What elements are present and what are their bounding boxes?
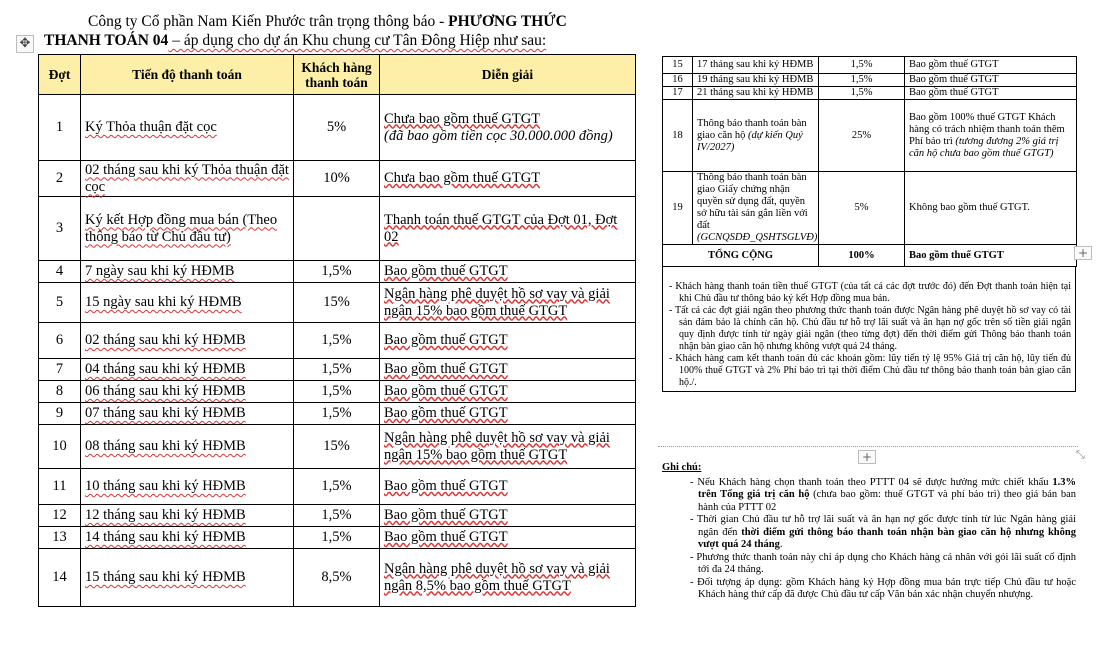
row-pct: 1,5% — [294, 469, 380, 505]
table-row — [663, 172, 1077, 245]
row-tien-do: Ký kết Hợp đồng mua bán (Theo thông báo từ Chủ đầu tư) — [81, 197, 294, 261]
row-dien-giai — [380, 469, 636, 505]
dien-giai-text: Bao gồm thuế GTGT — [384, 263, 508, 279]
row-dot: 3 — [39, 197, 81, 261]
ghi-chu-bold: thời điểm gửi thông báo thanh toán nhận bàn giao căn hộ nhưng không vượt quá 24 tháng — [698, 526, 1076, 550]
dien-giai-note: (tương đương 2% giá trị căn hộ chưa bao gồm thuế GTGT) — [909, 135, 1059, 159]
ghi-chu-item: - Phương thức thanh toán này chỉ áp dụng cho Khách hàng cá nhân với gói lãi suất cố định tới đa 24 tháng. — [690, 551, 1077, 575]
frame-divider — [658, 446, 1078, 447]
row-dot: 19 — [663, 172, 693, 245]
row-dien-giai — [380, 261, 636, 283]
row-pct: 1,5% — [294, 323, 380, 359]
row-pct: 15% — [294, 425, 380, 469]
dien-giai-text: Bao gồm thuế GTGT — [909, 87, 999, 98]
dien-giai-text: Chưa bao gồm thuế GTGT — [384, 170, 541, 186]
row-tien-do: 04 tháng sau khi ký HĐMB — [81, 359, 294, 381]
row-dien-giai — [380, 283, 636, 323]
row-tien-do: 12 tháng sau khi ký HĐMB — [81, 505, 294, 527]
row-pct: 1,5% — [294, 505, 380, 527]
total-desc: Bao gồm thuế GTGT — [905, 245, 1077, 267]
table-row — [39, 95, 636, 161]
row-dien-giai — [905, 172, 1077, 245]
heading-line1-bold: PHƯƠNG THỨC — [448, 13, 567, 30]
row-tien-do: 07 tháng sau khi ký HĐMB — [81, 403, 294, 425]
dien-giai-note: (đã bao gồm tiền cọc 30.000.000 đồng) — [384, 127, 613, 144]
header-dot: Đợt — [39, 55, 81, 95]
row-dot: 13 — [39, 527, 81, 549]
ghi-chu-text: Đối tượng áp dụng: gồm Khách hàng ký Hợp đồng mua bán trực tiếp Chủ đầu tư hoặc Khách hàng thứ cấp đã được Chủ đầu tư cấp Văn bản xác nhận chuyển nhượng. — [697, 576, 1077, 600]
tien-do-text: 19 tháng sau khi ký HĐMB — [697, 74, 814, 85]
row-pct: 1,5% — [819, 87, 905, 100]
dien-giai-text: Bao gồm thuế GTGT — [909, 74, 999, 85]
row-dot: 2 — [39, 161, 81, 197]
ghi-chu-title: Ghi chú: — [662, 462, 702, 473]
dien-giai-text: Bao gồm thuế GTGT — [909, 59, 999, 70]
row-dien-giai — [380, 505, 636, 527]
table-row — [39, 469, 636, 505]
row-dien-giai — [380, 403, 636, 425]
row-dot: 8 — [39, 381, 81, 403]
row-tien-do — [693, 172, 819, 245]
row-dot: 10 — [39, 425, 81, 469]
table-row — [663, 87, 1077, 100]
note-text: Tất cả các đợt giải ngân theo phương thức thanh toán được Ngân hàng phê duyệt hồ sơ vay có tài sản đảm bảo là chính căn hộ. Chủ đầu tư hỗ trợ lãi suất và ân hạn nợ gốc trên số tiền giải ngân quy định được tính từ ngày giải ngân (theo từng đợt) đến thời điểm gửi Thông báo thanh toán nhận bàn giao căn hộ nhưng không vượt quá 24 tháng. — [675, 305, 1072, 352]
tien-do-note: (dự kiến Quý IV/2027) — [697, 129, 803, 153]
row-tien-do: 15 ngày sau khi ký HĐMB — [81, 283, 294, 323]
payment-schedule-table-continued — [662, 56, 1077, 267]
row-dien-giai — [905, 74, 1077, 87]
tien-do-note: (GCNQSDĐ_QSHTSGLVĐ) — [697, 232, 818, 243]
row-dot: 18 — [663, 100, 693, 172]
row-tien-do — [693, 100, 819, 172]
row-tien-do: 14 tháng sau khi ký HĐMB — [81, 527, 294, 549]
table-row — [39, 261, 636, 283]
continued-table-section — [662, 56, 1076, 392]
row-dot: 14 — [39, 549, 81, 607]
row-dien-giai — [905, 87, 1077, 100]
row-dot: 17 — [663, 87, 693, 100]
table-row — [39, 359, 636, 381]
table-row — [39, 283, 636, 323]
row-dien-giai — [380, 381, 636, 403]
row-pct: 1,5% — [294, 403, 380, 425]
note-text: Khách hàng cam kết thanh toán đủ các khoản gồm: lũy tiến tỷ lệ 95% Giá trị căn hộ, lũy tiến đủ 100% thuế GTGT và 2% Phí bảo trì tại thời điểm Chủ đầu tư thông báo thanh toán bàn giao căn hộ./. — [675, 353, 1071, 388]
row-tien-do: 02 tháng sau khi ký Thỏa thuận đặt cọc — [81, 161, 294, 197]
ghi-chu-item: - Nếu Khách hàng chọn thanh toán theo PTTT 04 sẽ được hưởng mức chiết khấu 1.3% trên Tổng giá trị căn hộ (chưa bao gồm: thuế GTGT và phí bảo trì) theo giá bán ban hành của PTTT 02 — [690, 476, 1076, 513]
ghi-chu-bold: 1.3% trên Tổng giá trị căn hộ — [698, 476, 1076, 500]
row-pct: 5% — [294, 95, 380, 161]
note-item: - Tất cả các đợt giải ngân theo phương thức thanh toán được Ngân hàng phê duyệt hồ sơ vay có tài sản đảm bảo là chính căn hộ. Chủ đầu tư hỗ trợ lãi suất và ân hạn nợ gốc trên số tiền giải ngân quy định được tính từ ngày giải ngân (theo từng đợt) đến thời điểm gửi Thông báo thanh toán nhận bàn giao căn hộ nhưng không vượt quá 24 tháng. — [669, 305, 1072, 352]
dien-giai-text: Ngân hàng phê duyệt hồ sơ vay và giải ngân 15% bao gồm thuế GTGT — [384, 429, 610, 463]
row-dot: 5 — [39, 283, 81, 323]
notice-heading — [44, 12, 636, 50]
row-pct: 15% — [294, 283, 380, 323]
heading-line2-bold: THANH TOÁN 04 — [44, 32, 169, 49]
ghi-chu-section — [662, 462, 1076, 602]
note-text: Khách hàng thanh toán tiền thuế GTGT (của tất cả các đợt trước đó) đến Đợt thanh toán hiện tại khi Chủ đầu tư thông báo ký kết Hợp đồng mua bán. — [675, 281, 1071, 304]
row-tien-do — [693, 87, 819, 100]
row-dot: 11 — [39, 469, 81, 505]
ghi-chu-item: - Đối tượng áp dụng: gồm Khách hàng ký Hợp đồng mua bán trực tiếp Chủ đầu tư hoặc Khách hàng thứ cấp đã được Chủ đầu tư cấp Văn bản xác nhận chuyển nhượng. — [690, 576, 1077, 600]
dien-giai-text: Bao gồm thuế GTGT — [384, 529, 508, 545]
ghi-chu-text: Thời gian Chủ đầu tư hỗ trợ lãi suất và ân hạn nợ gốc được tính từ lúc Ngân hàng giải ngân đến — [696, 514, 1076, 538]
table-row — [39, 323, 636, 359]
row-tien-do: 02 tháng sau khi ký HĐMB — [81, 323, 294, 359]
ghi-chu-item: - Thời gian Chủ đầu tư hỗ trợ lãi suất và ân hạn nợ gốc được tính từ lúc Ngân hàng giải ngân đến thời điểm gửi thông báo thanh toán nhận bàn giao căn hộ nhưng không vượt quá 24 tháng. — [690, 514, 1076, 550]
table-row — [39, 527, 636, 549]
row-pct: 25% — [819, 100, 905, 172]
row-dien-giai — [380, 527, 636, 549]
dien-giai-text: Không bao gồm thuế GTGT. — [909, 202, 1030, 213]
note-item: - Khách hàng thanh toán tiền thuế GTGT (của tất cả các đợt trước đó) đến Đợt thanh toán hiện tại khi Chủ đầu tư thông báo ký kết Hợp đồng mua bán. — [669, 281, 1071, 304]
row-tien-do — [693, 57, 819, 74]
tien-do-text: 17 tháng sau khi ký HĐMB — [697, 59, 814, 70]
row-tien-do: 10 tháng sau khi ký HĐMB — [81, 469, 294, 505]
dien-giai-text: Thanh toán thuế GTGT của Đợt 01, Đợt 02 — [384, 211, 618, 245]
resize-handle-icon[interactable]: ⤡ — [1076, 448, 1085, 461]
add-column-plus-icon[interactable]: + — [1074, 246, 1092, 260]
row-dot: 7 — [39, 359, 81, 381]
note-item: - Khách hàng cam kết thanh toán đủ các khoản gồm: lũy tiến tỷ lệ 95% Giá trị căn hộ, lũy tiến đủ 100% thuế GTGT và 2% Phí bảo trì tại thời điểm Chủ đầu tư thông báo thanh toán bàn giao căn hộ./. — [669, 353, 1071, 388]
add-row-plus-icon[interactable]: + — [858, 450, 876, 464]
dien-giai-text: Bao gồm thuế GTGT — [384, 478, 508, 494]
row-pct: 1,5% — [294, 261, 380, 283]
table-row — [39, 197, 636, 261]
row-pct — [294, 197, 380, 261]
tien-do-text: 21 tháng sau khi ký HĐMB — [697, 87, 814, 98]
table-header-row — [39, 55, 636, 95]
dien-giai-text: Bao gồm thuế GTGT — [384, 507, 508, 523]
dien-giai-text: Bao gồm thuế GTGT — [384, 332, 508, 348]
payment-schedule-table — [38, 54, 636, 607]
row-tien-do: 06 tháng sau khi ký HĐMB — [81, 381, 294, 403]
row-pct: 1,5% — [819, 74, 905, 87]
row-pct: 10% — [294, 161, 380, 197]
total-label: TỔNG CỘNG — [663, 245, 819, 267]
row-pct: 1,5% — [294, 359, 380, 381]
row-dien-giai — [380, 549, 636, 607]
row-dien-giai — [380, 197, 636, 261]
row-pct: 1,5% — [819, 57, 905, 74]
dien-giai-text: Bao gồm thuế GTGT — [384, 383, 508, 399]
row-dot: 12 — [39, 505, 81, 527]
table-row — [39, 403, 636, 425]
row-dot: 6 — [39, 323, 81, 359]
header-khach-hang: Khách hàng thanh toán — [294, 55, 380, 95]
tien-do-text: Thông báo thanh toán bàn giao Giấy chứng nhận quyền sử dụng đất, quyền sở hữu tài sản gắn liền với đất — [697, 172, 808, 231]
row-dien-giai — [905, 100, 1077, 172]
table-row — [39, 505, 636, 527]
table-row — [39, 425, 636, 469]
row-dien-giai — [380, 323, 636, 359]
row-dien-giai — [380, 425, 636, 469]
row-dot: 15 — [663, 57, 693, 74]
row-dot: 4 — [39, 261, 81, 283]
row-dien-giai — [905, 57, 1077, 74]
dien-giai-text: Ngân hàng phê duyệt hồ sơ vay và giải ngân 8,5% bao gồm thuế GTGT — [384, 560, 610, 594]
dien-giai-text: Bao gồm 100% thuế GTGT Khách hàng có trách nhiệm thanh toán thêm Phí bảo trì — [909, 111, 1065, 147]
total-row — [663, 245, 1077, 267]
row-pct: 1,5% — [294, 527, 380, 549]
row-dien-giai — [380, 95, 636, 161]
row-pct: 5% — [819, 172, 905, 245]
total-pct: 100% — [819, 245, 905, 267]
ghi-chu-text: Nếu Khách hàng chọn thanh toán theo PTTT 04 sẽ được hưởng mức chiết khấu — [697, 476, 1053, 488]
row-tien-do — [693, 74, 819, 87]
header-tien-do: Tiến độ thanh toán — [81, 55, 294, 95]
table-row — [39, 381, 636, 403]
table-row — [39, 161, 636, 197]
ghi-chu-text: Phương thức thanh toán này chỉ áp dụng cho Khách hàng cá nhân với gói lãi suất cố định tới đa 24 tháng. — [696, 551, 1077, 575]
dien-giai-text: Bao gồm thuế GTGT — [384, 405, 508, 421]
row-dot: 9 — [39, 403, 81, 425]
ghi-chu-post: . — [779, 539, 783, 550]
header-dien-giai: Diễn giải — [380, 55, 636, 95]
row-tien-do: 08 tháng sau khi ký HĐMB — [81, 425, 294, 469]
row-dien-giai — [380, 359, 636, 381]
row-tien-do: Ký Thỏa thuận đặt cọc — [81, 95, 294, 161]
ghi-chu-post: (chưa bao gồm: thuế GTGT và phí bảo trì) theo giá bán ban hành của PTTT 02 — [698, 489, 1076, 513]
heading-line2-text: – áp dụng cho dự án Khu chung cư Tân Đông Hiệp như sau: — [168, 32, 547, 49]
table-row — [663, 57, 1077, 74]
heading-line1-text: Công ty Cổ phần Nam Kiến Phước trân trọng thông báo - — [88, 13, 449, 30]
row-dot: 16 — [663, 74, 693, 87]
tien-do-text: Thông báo thanh toán bàn giao căn hộ — [697, 117, 807, 141]
row-tien-do: 15 tháng sau khi ký HĐMB — [81, 549, 294, 607]
table-row — [663, 74, 1077, 87]
table-notes — [662, 267, 1076, 392]
dien-giai-text: Ngân hàng phê duyệt hồ sơ vay và giải ngân 15% bao gồm thuế GTGT — [384, 285, 610, 319]
row-pct: 1,5% — [294, 381, 380, 403]
row-dot: 1 — [39, 95, 81, 161]
dien-giai-text: Bao gồm thuế GTGT — [384, 361, 508, 377]
row-tien-do: 7 ngày sau khi ký HĐMB — [81, 261, 294, 283]
dien-giai-text: Chưa bao gồm thuế GTGT — [384, 110, 541, 127]
row-pct: 8,5% — [294, 549, 380, 607]
table-move-handle-icon[interactable]: ✥ — [16, 35, 34, 53]
table-row — [663, 100, 1077, 172]
table-row — [39, 549, 636, 607]
row-dien-giai — [380, 161, 636, 197]
